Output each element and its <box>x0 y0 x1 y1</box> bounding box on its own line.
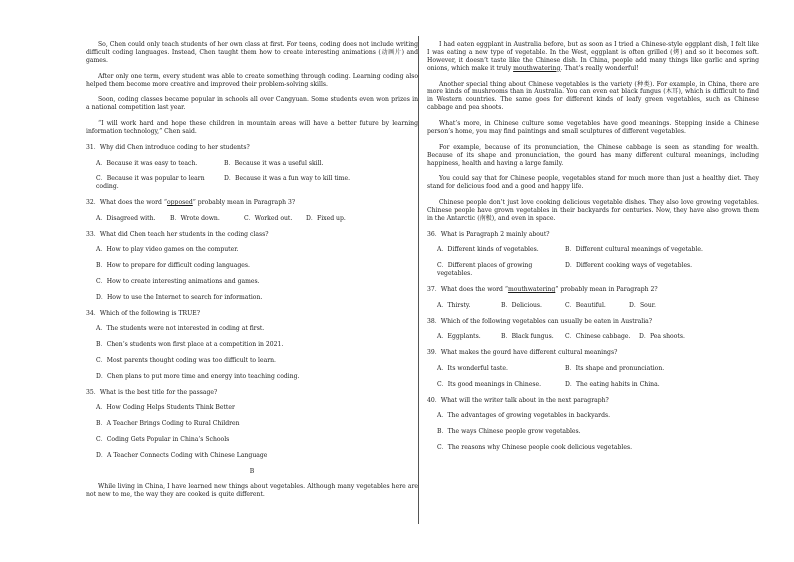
underlined-word: mouthwatering <box>513 64 561 72</box>
question-36-options-row1 <box>437 246 759 254</box>
option-a: A．Disagreed with. <box>96 214 156 222</box>
option-c: C．Most parents thought coding was too difficult to learn. <box>96 356 276 364</box>
option-d: D．Pea shoots. <box>639 333 685 341</box>
left-column <box>86 41 418 507</box>
option-a: A．Eggplants. <box>437 333 481 341</box>
question-32-options <box>96 215 418 223</box>
option-b: B．A Teacher Brings Coding to Rural Children <box>96 420 240 428</box>
passage-paragraph: After only one term, every student was able to create something through coding. Learning coding also helped them become more creative and improved their problem-solving skills. <box>86 72 418 88</box>
question-31-options-row2 <box>96 175 418 191</box>
option-d: D．Because it was a fun way to kill time. <box>224 175 351 183</box>
option-b: B．Its shape and pronunciation. <box>565 364 665 372</box>
option-d: D．A Teacher Connects Coding with Chinese Language <box>96 451 268 459</box>
question-36-stem: 36．What is Paragraph 2 mainly about? <box>427 230 550 238</box>
question-31-stem: 31．Why did Chen introduce coding to her students? <box>86 143 250 151</box>
option-d: D．Chen plans to put more time and energy into teaching coding. <box>96 372 300 380</box>
column-divider <box>418 36 419 524</box>
option-c: C．Because it was popular to learn coding. <box>96 175 205 191</box>
option-a: A．How to play video games on the computer. <box>96 246 239 254</box>
option-b: B．Because it was a useful skill. <box>224 159 324 167</box>
option-b: B．The ways Chinese people grow vegetables. <box>437 428 581 436</box>
option-c: C．Its good meanings in Chinese. <box>437 380 542 388</box>
option-c: C．Beautiful. <box>565 301 606 309</box>
passage-paragraph: What’s more, in Chinese culture some vegetables have good meanings. Stepping inside a Chinese person’s home, you may find paintings and small sculptures of different vegetables. <box>427 120 759 135</box>
question-36-options-row2 <box>437 262 759 278</box>
passage-paragraph: Chinese people don’t just love cooking delicious vegetable dishes. They also love growing vegetables. Chinese people have grown vegetables in their backyards for centuries. Now, they have also grown them in the Antarctic (南极), and even in space. <box>427 199 759 222</box>
paragraph-text: I had eaten eggplant in Australia before, but as soon as I tried a Chinese-style eggplant dish, I felt like I was eating a new type of vegetable. In the West, eggplant is often grilled (烤) and so it becomes soft. However, it doesn’t taste like the Chinese dish. In China, people add many things like garlic and spring onions, which make it truly <box>427 41 759 72</box>
option-c: C．The reasons why Chinese people cook delicious vegetables. <box>437 443 633 451</box>
question-37-options <box>437 302 759 310</box>
option-c: C．Worked out. <box>244 214 293 222</box>
passage-paragraph <box>427 41 759 73</box>
option-b: B．Chen’s students won first place at a competition in 2021. <box>96 341 284 349</box>
option-d: D．Sour. <box>629 301 656 309</box>
option-b: B．Wrote down. <box>170 214 220 222</box>
option-b: B．Delicious. <box>501 301 542 309</box>
option-a: A．Its wonderful taste. <box>437 364 508 372</box>
option-b: B．How to prepare for difficult coding languages. <box>96 262 250 270</box>
passage-paragraph: You could say that for Chinese people, vegetables stand for much more than just a healthy diet. They stand for delicious food and a good and happy life. <box>427 175 759 191</box>
question-31-options-row1 <box>96 160 418 168</box>
option-d: D．How to use the Internet to search for information. <box>96 293 263 301</box>
question-40-stem: 40．What will the writer talk about in the next paragraph? <box>427 396 609 404</box>
option-d: D．The eating habits in China. <box>565 380 660 388</box>
underlined-word: mouthwatering <box>507 285 556 293</box>
option-c: C．Coding Gets Popular in China’s Schools <box>96 435 230 443</box>
question-39-options-row1 <box>437 365 759 373</box>
stem-text: 37．What does the word “ <box>427 285 508 293</box>
stem-text: ” probably mean in Paragraph 3? <box>192 199 296 207</box>
section-heading: B <box>249 467 255 475</box>
option-a: A．The students were not interested in coding at first. <box>96 325 265 333</box>
passage-paragraph: “I will work hard and hope these children in mountain areas will have a better future by learning information technology,” Chen said. <box>86 120 418 135</box>
question-39-stem: 39．What makes the gourd have different cultural meanings? <box>427 349 618 357</box>
option-c: C．Chinese cabbage. <box>565 333 631 341</box>
stem-text: 32．What does the word “ <box>86 199 167 207</box>
question-37-stem <box>427 286 759 294</box>
option-d: D．Different cooking ways of vegetables. <box>565 262 693 270</box>
option-a: A．Thirsty. <box>437 301 471 309</box>
passage-paragraph: Soon, coding classes became popular in schools all over Cangyuan. Some students even won prizes in a national competition last year. <box>86 96 418 112</box>
question-35-stem: 35．What is the best title for the passage? <box>86 388 218 396</box>
option-c: C．How to create interesting animations and games. <box>96 278 260 285</box>
option-a: A．The advantages of growing vegetables in backyards. <box>437 412 611 420</box>
passage-paragraph: For example, because of its pronunciation, the Chinese cabbage is seen as standing for wealth. Because of its shape and pronunciation, the gourd has many different cultural meanings, including happiness, health and having a large family. <box>427 143 759 167</box>
question-38-stem: 38．Which of the following vegetables can usually be eaten in Australia? <box>427 317 653 325</box>
option-a: A．How Coding Helps Students Think Better <box>96 404 235 412</box>
right-column <box>427 41 759 460</box>
question-34-stem: 34．Which of the following is TRUE? <box>86 309 200 317</box>
option-d: D．Fixed up. <box>306 214 346 222</box>
option-a: A．Because it was easy to teach. <box>96 159 198 167</box>
option-b: B．Black fungus. <box>501 333 554 341</box>
underlined-word: opposed <box>166 199 193 207</box>
question-32-stem <box>86 199 418 207</box>
question-33-stem: 33．What did Chen teach her students in the coding class? <box>86 230 269 238</box>
question-39-options-row2 <box>437 381 759 389</box>
option-a: A．Different kinds of vegetables. <box>437 246 539 254</box>
option-b: B．Different cultural meanings of vegetable. <box>565 246 703 254</box>
passage-paragraph: Another special thing about Chinese vegetables is the variety (种类). For example, in China, there are more kinds of mushrooms than in Australia. You can even eat black fungus (木耳), which is difficult to find in Western countries. The same goes for different kinds of leafy green vegetables, such as Chinese cabbage and pea shoots. <box>427 80 759 112</box>
question-38-options <box>437 333 759 341</box>
paragraph-text: . That’s really wonderful! <box>560 64 639 72</box>
option-c: C．Different places of growing vegetables. <box>437 262 533 278</box>
passage-paragraph: While living in China, I have learned new things about vegetables. Although many vegetables here are not new to me, the way they are cooked is quite different. <box>86 483 418 499</box>
stem-text: ” probably mean in Paragraph 2? <box>555 285 658 293</box>
passage-paragraph: So, Chen could only teach students of her own class at first. For teens, coding does not include writing difficult coding languages. Instead, Chen taught them how to create interesting animations (动画片) and games. <box>86 41 418 64</box>
